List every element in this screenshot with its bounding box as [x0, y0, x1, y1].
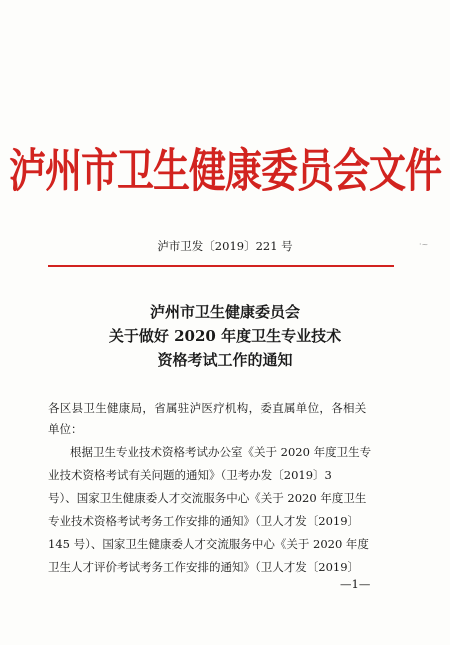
body-line-1: 根据卫生专业技术资格考试办公室《关于 2020 年度卫生专: [70, 445, 372, 459]
notice-title-line-2: 关于做好 2020 年度卫生专业技术: [108, 327, 342, 345]
letterhead-title: 泸州市卫生健康委员会文件: [9, 142, 441, 198]
notice-title-line-1: 泸州市卫生健康委员会: [149, 303, 300, 321]
body-line-3: 号）、国家卫生健康委人才交流服务中心《关于 2020 年度卫生: [48, 491, 367, 505]
addressee-line-1: 各区县卫生健康局，省属驻泸医疗机构，委直属单位，各相关: [48, 401, 367, 415]
page-number: —1—: [340, 577, 371, 591]
body-line-6: 卫生人才评价考试考务工作安排的通知》（卫人才发〔2019〕: [48, 560, 360, 574]
addressee-line-2: 单位：: [48, 422, 83, 436]
body-line-5: 145 号）、国家卫生健康委人才交流服务中心《关于 2020 年度: [48, 537, 369, 551]
red-separator-rule: [48, 265, 394, 267]
body-line-2: 业技术资格考试有关问题的通知》（卫考办发〔2019〕3: [48, 468, 332, 482]
notice-title-line-3: 资格考试工作的通知: [157, 351, 293, 369]
scan-mark: ·~: [419, 240, 429, 249]
document-number: 泸市卫发〔2019〕221 号: [157, 239, 293, 253]
body-line-4: 专业技术资格考试考务工作安排的通知》（卫人才发〔2019〕: [48, 514, 360, 528]
